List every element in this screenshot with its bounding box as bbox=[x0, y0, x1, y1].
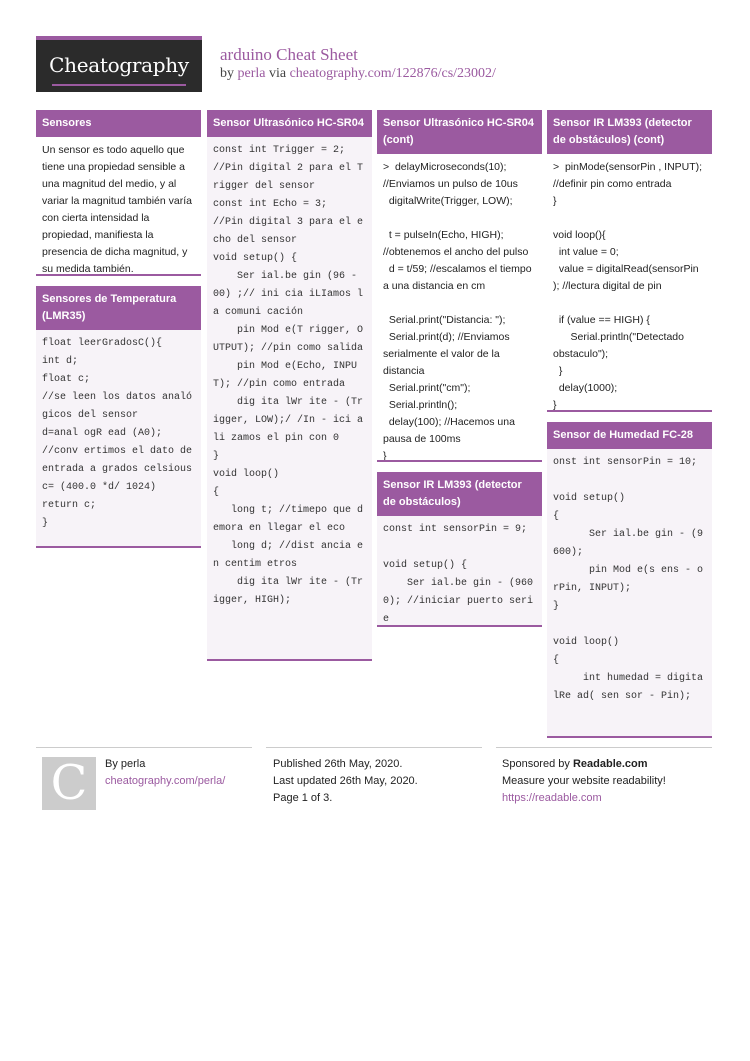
card-temperatura bbox=[36, 286, 201, 548]
cheatography-c-logo: C bbox=[42, 757, 96, 810]
footer-author-line bbox=[105, 758, 145, 770]
footer-updated: Last updated 26th May, 2020. bbox=[273, 775, 418, 787]
card-ultrasonico-cont bbox=[377, 110, 542, 462]
card-title: Sensor Ultrasónico HC-SR04 (cont) bbox=[377, 110, 542, 154]
card-body bbox=[547, 449, 712, 712]
cheatography-logo[interactable] bbox=[36, 36, 202, 92]
sponsor-name[interactable]: Readable.com bbox=[572, 758, 648, 770]
footer-divider bbox=[36, 747, 252, 748]
logo-underline bbox=[52, 84, 186, 86]
code-block: const int sensorPin = 9; void setup() { Ser ial.be gin - (9600); //iniciar puerto serie bbox=[383, 524, 534, 625]
card-ir-cont bbox=[547, 110, 712, 412]
card-text: > delayMicroseconds(10); //Enviamos un pulso de 10us digitalWrite(Trigger, LOW); t = pulseIn(Echo, HIGH); //obtenemos el ancho del pulso d = t/59; //escalamos el tiempo a una distancia en cm Serial.print("Distancia: "); Serial.print(d); //Enviamos serialmente el valor de la distancia Serial.print("cm"); Serial.println(); delay(100); //Hacemos una pausa de 100ms } bbox=[383, 161, 532, 462]
card-text: Un sensor es todo aquello que tiene una propiedad sensible a una magnitud del medio, y al variar la magnitud también varía con cierta intensidad la propiedad, manifiesta la presencia de dicha magnitud, y su medida también. bbox=[42, 144, 195, 275]
card-humedad bbox=[547, 422, 712, 738]
footer-author-url-line bbox=[105, 775, 225, 787]
card-body bbox=[207, 137, 372, 616]
card-title: Sensor Ultrasónico HC-SR04 bbox=[207, 110, 372, 137]
card-body bbox=[547, 154, 712, 410]
card-body bbox=[36, 330, 201, 539]
card-sensores bbox=[36, 110, 201, 276]
footer-divider bbox=[496, 747, 712, 748]
footer-published: Published 26th May, 2020. bbox=[273, 758, 403, 770]
by-word: by bbox=[220, 66, 234, 81]
sponsor-tagline: Measure your website readability! bbox=[502, 775, 666, 787]
card-body bbox=[36, 137, 201, 275]
card-ir bbox=[377, 472, 542, 627]
footer-divider bbox=[266, 747, 482, 748]
sheet-url-link[interactable]: cheatography.com/122876/cs/23002/ bbox=[289, 66, 496, 81]
logo-text: Cheatography bbox=[49, 53, 189, 77]
card-title: Sensor IR LM393 (detector de obstáculos) (cont) bbox=[547, 110, 712, 154]
via-word: via bbox=[268, 66, 287, 81]
footer-sponsor-line bbox=[502, 758, 648, 770]
code-block: float leerGradosC(){ int d; float c; //se leen los datos analógicos del sensor d=anal ogR ead (A0); //conv ertimos el dato de entrada a grados celsious c= (400.0 *d/ 1024) return c; } bbox=[42, 338, 193, 529]
card-title: Sensor de Humedad FC-28 bbox=[547, 422, 712, 449]
footer-author-url[interactable]: cheatography.com/perla/ bbox=[105, 775, 226, 787]
author-link[interactable]: perla bbox=[237, 66, 266, 81]
card-text: > pinMode(sensorPin , INPUT); //definir pin como entrada } void loop(){ int value = 0; value = digitalRead(sensorPin ); //lectura digital de pin if (value == HIGH) { Serial.println("Detectado obstaculo"); } delay(1000); } bbox=[553, 161, 703, 411]
code-block: const int Trigger = 2; //Pin digital 2 para el Trigger del sensor const int Echo = 3; //Pin digital 3 para el echo del sensor void setup() { Ser ial.be gin (96 - 00) ;// ini cia iLIamos la comuni cación pin Mod e(T rigger, OUTPUT); //pin como salida pin Mod e(Echo, INPUT); //pin como entrada dig ita lWr ite - (Tr igger, LOW);/ /In - ici ali zamos el pin con 0 } void loop() { long t; //timepo que demora en llegar el eco long d; //dist ancia en centim etros dig ita lWr ite - (Tr igger, HIGH); bbox=[213, 145, 364, 606]
sponsored-by-text: Sponsored by bbox=[502, 758, 570, 770]
card-title: Sensores de Temperatura (LMR35) bbox=[36, 286, 201, 330]
card-title: Sensores bbox=[36, 110, 201, 137]
sponsor-url-line bbox=[502, 792, 602, 804]
card-body bbox=[377, 516, 542, 627]
page-title: arduino Cheat Sheet bbox=[220, 45, 358, 64]
footer-author[interactable]: perla bbox=[120, 758, 146, 770]
sponsor-url[interactable]: https://readable.com bbox=[502, 792, 602, 804]
card-ultrasonico bbox=[207, 110, 372, 661]
footer-page: Page 1 of 3. bbox=[273, 792, 333, 804]
card-body bbox=[377, 154, 542, 460]
footer-by: By bbox=[105, 758, 118, 770]
card-title: Sensor IR LM393 (detector de obstáculos) bbox=[377, 472, 542, 516]
byline bbox=[220, 66, 496, 82]
code-block: onst int sensorPin = 10; void setup() { Ser ial.be gin - (9600); pin Mod e(s ens - orPin, INPUT); } void loop() { int humedad = digita lRe ad( sen sor - Pin); bbox=[553, 457, 704, 702]
